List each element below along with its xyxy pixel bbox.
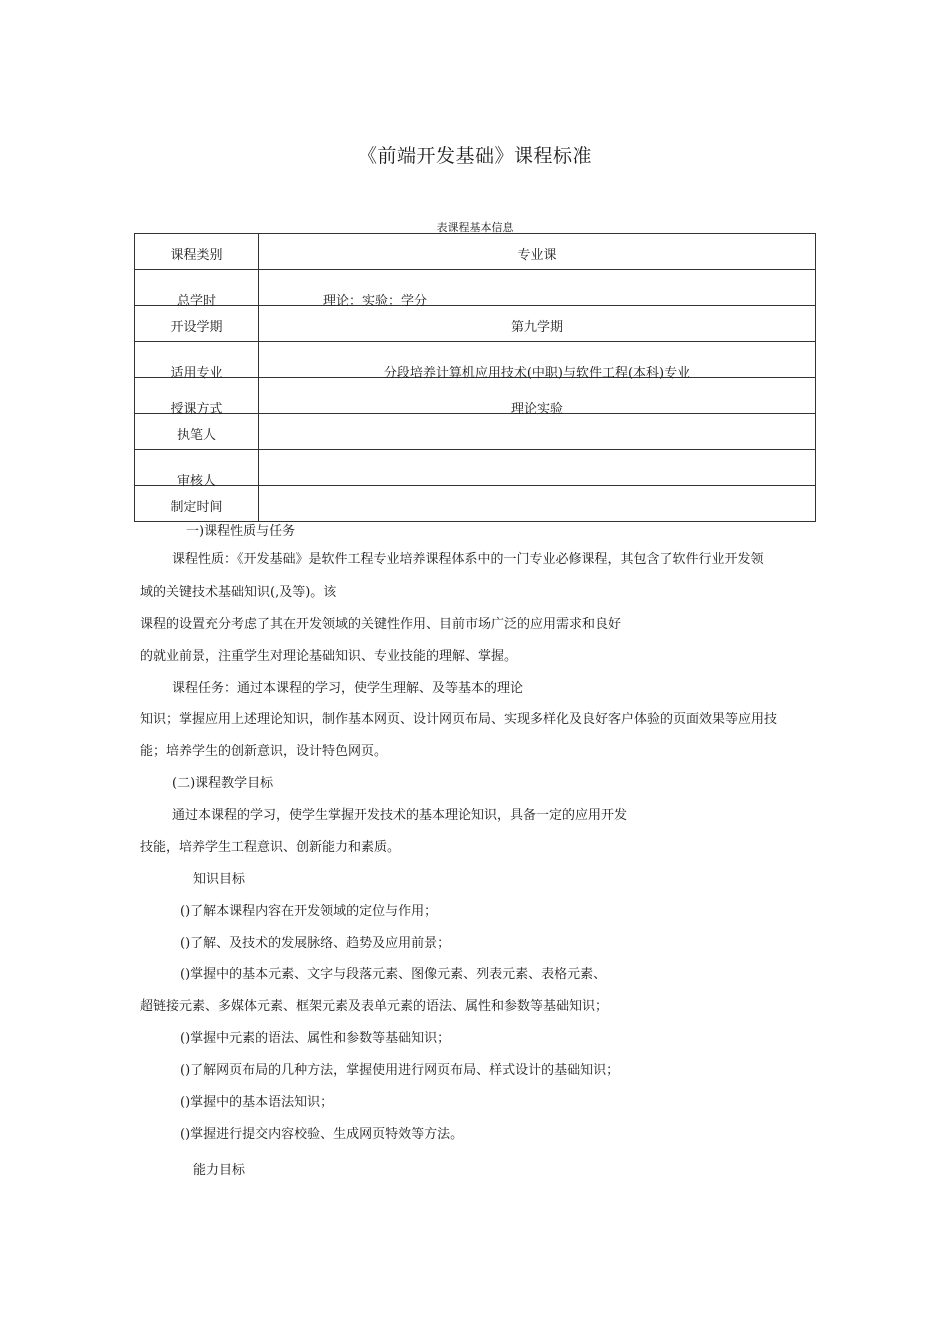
paragraph-line: 课程任务：通过本课程的学习，使学生理解、及等基本的理论 — [172, 681, 524, 696]
row-label-major: 适用专业 — [170, 366, 223, 381]
table-row — [135, 342, 816, 378]
list-item: ()掌握中元素的语法、属性和参数等基础知识； — [180, 1031, 451, 1046]
table-row — [135, 234, 816, 270]
row-value-total-hours: 理论：实验：学分 — [323, 294, 428, 309]
list-item: ()掌握进行提交内容校验、生成网页特效等方法。 — [180, 1127, 464, 1142]
row-value-semester: 第九学期 — [510, 320, 563, 335]
paragraph-line: 能；培养学生的创新意识，设计特色网页。 — [140, 744, 388, 759]
paragraph-line: 课程的设置充分考虑了其在开发领域的关键性作用、目前市场广泛的应用需求和良好 — [140, 617, 622, 632]
section-heading-objectives: (二)课程教学目标 — [172, 776, 274, 791]
row-label-semester: 开设学期 — [170, 320, 223, 335]
list-item: ()掌握中的基本语法知识； — [180, 1095, 334, 1110]
document-title: 《前端开发基础》课程标准 — [357, 145, 592, 167]
section-heading-nature: 一)课程性质与任务 — [186, 524, 296, 539]
row-value-teaching-mode: 理论实验 — [510, 402, 563, 417]
paragraph-line: 技能，培养学生工程意识、创新能力和素质。 — [140, 840, 401, 855]
row-value-course-type: 专业课 — [517, 248, 557, 263]
row-label-author: 执笔人 — [176, 428, 216, 443]
table-row — [135, 414, 816, 450]
paragraph-line: 域的关键技术基础知识(,及等)。该 — [140, 585, 337, 600]
table-row — [135, 306, 816, 342]
list-item: ()掌握中的基本元素、文字与段落元素、图像元素、列表元素、表格元素、 — [180, 967, 607, 982]
list-item: 超链接元素、多媒体元素、框架元素及表单元素的语法、属性和参数等基础知识； — [140, 999, 609, 1014]
row-label-course-type: 课程类别 — [170, 248, 223, 263]
table-row — [135, 270, 816, 306]
paragraph-line: 的就业前景，注重学生对理论基础知识、专业技能的理解、掌握。 — [140, 649, 518, 664]
row-label-total-hours: 总学时 — [176, 294, 216, 309]
table-row — [135, 450, 816, 486]
paragraph-line: 课程性质：《开发基础》是软件工程专业培养课程体系中的一门专业必修课程，其包含了软件行业开发领 — [172, 552, 764, 567]
row-value-major: 分段培养计算机应用技术(中职)与软件工程(本科)专业 — [383, 366, 691, 381]
table-row — [135, 486, 816, 522]
list-item: ()了解网页布局的几种方法，掌握使用进行网页布局、样式设计的基础知识； — [180, 1063, 620, 1078]
paragraph-line: 通过本课程的学习，使学生掌握开发技术的基本理论知识，具备一定的应用开发 — [172, 808, 628, 823]
row-label-date: 制定时间 — [170, 500, 223, 515]
table-caption: 表课程基本信息 — [436, 221, 514, 234]
table-row — [135, 378, 816, 414]
subheading-knowledge: 知识目标 — [193, 872, 246, 887]
course-info-table — [134, 233, 816, 522]
row-label-reviewer: 审核人 — [176, 474, 216, 489]
subheading-ability: 能力目标 — [193, 1163, 246, 1178]
list-item: ()了解、及技术的发展脉络、趋势及应用前景； — [180, 936, 451, 951]
paragraph-line: 知识；掌握应用上述理论知识，制作基本网页、设计网页布局、实现多样化及良好客户体验的页面效果等应用技 — [140, 712, 778, 727]
list-item: ()了解本课程内容在开发领域的定位与作用； — [180, 904, 438, 919]
row-label-teaching-mode: 授课方式 — [170, 402, 223, 417]
